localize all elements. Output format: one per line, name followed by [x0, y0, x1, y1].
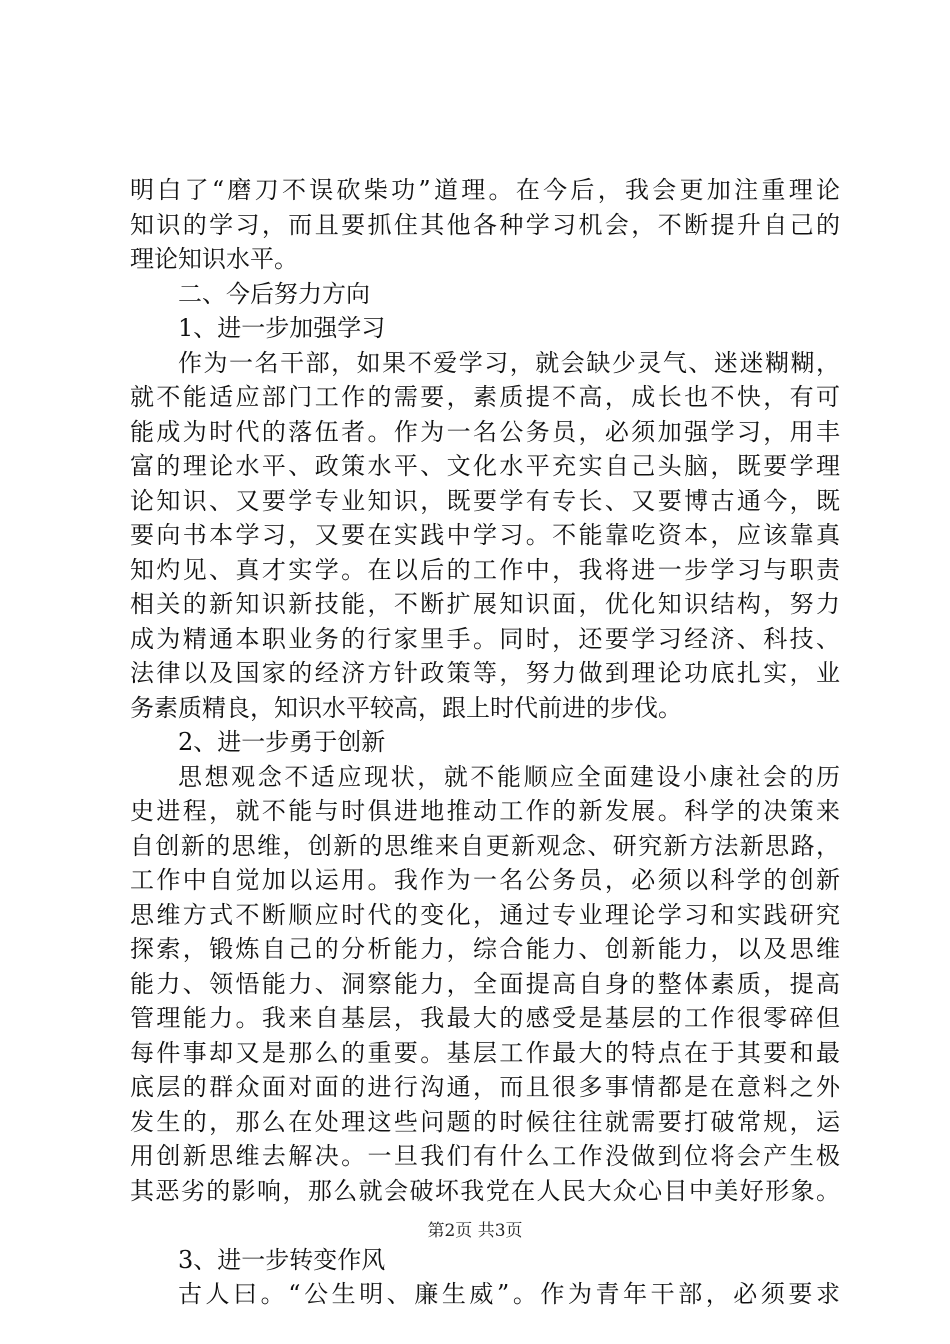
text-line: 就不能适应部门工作的需要，素质提不高，成长也不快，有可	[130, 383, 840, 411]
section-heading: 3、进一步转变作风	[178, 1245, 386, 1274]
text-line: 管理能力。我来自基层，我最大的感受是基层的工作很零碎但	[130, 1004, 840, 1032]
text-line: 作为一名干部，如果不爱学习，就会缺少灵气、迷迷糊糊，	[178, 348, 840, 377]
text-line: 其恶劣的影响，那么就会破坏我党在人民大众心目中美好形象。	[130, 1176, 840, 1205]
text-line: 史进程，就不能与时俱进地推动工作的新发展。科学的决策来	[130, 797, 840, 825]
text-line: 自创新的思维，创新的思维来自更新观念、研究新方法新思路，	[130, 831, 840, 860]
text-line: 能力、领悟能力、洞察能力，全面提高自身的整体素质，提高	[130, 969, 840, 998]
text-line: 明白了“磨刀不误砍柴功”道理。在今后，我会更加注重理论	[130, 176, 840, 204]
text-line: 发生的，那么在处理这些问题的时候往往就需要打破常规，运	[130, 1107, 840, 1136]
text-line: 底层的群众面对面的进行沟通，而且很多事情都是在意料之外	[130, 1073, 840, 1101]
section-heading: 2、进一步勇于创新	[178, 728, 386, 756]
text-line: 知灼见、真才实学。在以后的工作中，我将进一步学习与职责	[130, 555, 840, 584]
text-line: 务素质精良，知识水平较高，跟上时代前进的步伐。	[130, 693, 682, 722]
text-line: 成为精通本职业务的行家里手。同时，还要学习经济、科技、	[130, 624, 840, 653]
text-line: 理论知识水平。	[130, 245, 298, 273]
text-line: 古人曰。“公生明、廉生威”。作为青年干部，必须要求	[178, 1280, 840, 1308]
text-line: 探索，锻炼自己的分析能力，综合能力、创新能力，以及思维	[130, 935, 840, 963]
text-line: 富的理论水平、政策水平、文化水平充实自己头脑，既要学理	[130, 452, 840, 480]
text-line: 每件事却又是那么的重要。基层工作最大的特点在于其要和最	[130, 1038, 840, 1067]
text-line: 法律以及国家的经济方针政策等，努力做到理论功底扎实，业	[130, 659, 840, 687]
section-heading: 1、进一步加强学习	[178, 314, 386, 342]
page-footer: 第2页 共3页	[427, 1221, 523, 1241]
text-line: 用创新思维去解决。一旦我们有什么工作没做到位将会产生极	[130, 1142, 840, 1170]
text-line: 相关的新知识新技能，不断扩展知识面，优化知识结构，努力	[130, 590, 840, 618]
text-line: 思想观念不适应现状，就不能顺应全面建设小康社会的历	[178, 762, 840, 791]
text-line: 要向书本学习，又要在实践中学习。不能靠吃资本，应该靠真	[130, 521, 840, 549]
text-line: 工作中自觉加以运用。我作为一名公务员，必须以科学的创新	[130, 866, 840, 894]
document-body	[130, 173, 840, 1312]
section-heading: 二、今后努力方向	[178, 279, 370, 308]
text-line: 知识的学习，而且要抓住其他各种学习机会，不断提升自己的	[130, 210, 840, 239]
text-line: 论知识、又要学专业知识，既要学有专长、又要博古通今，既	[130, 486, 840, 515]
text-line: 能成为时代的落伍者。作为一名公务员，必须加强学习，用丰	[130, 417, 840, 446]
text-line: 思维方式不断顺应时代的变化，通过专业理论学习和实践研究	[130, 900, 840, 929]
